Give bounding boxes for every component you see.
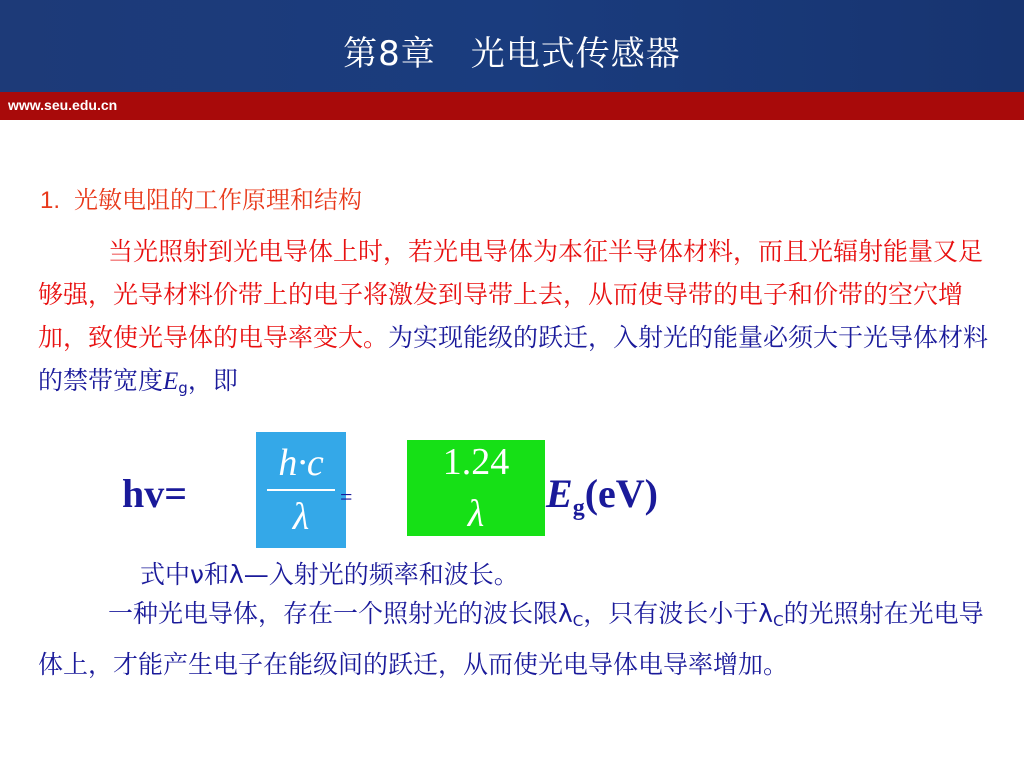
eg-subscript: g	[178, 379, 188, 397]
fraction-box-hc	[256, 432, 346, 548]
fraction-hc-denominator: λ	[292, 496, 310, 538]
section-number: 1.	[40, 187, 61, 214]
paragraph-1	[38, 230, 998, 410]
section-heading	[40, 180, 362, 215]
formula-left: hv=	[122, 471, 188, 516]
paragraph-2-text-2: ，只有波长小于λ	[583, 599, 774, 628]
formula-caption: 式中ν和λ—入射光的频率和波长。	[140, 560, 519, 589]
fraction-124-numerator: 1.24	[442, 441, 510, 483]
slide-title: 第8章 光电式传感器	[343, 34, 681, 74]
paragraph-1-red: 当光照射到光电导体上时，若光电导体为本征半导体材料，而且光辐射能量又足够强，光导材料价带上的电子将激发到导带上去，从而使导带的电子和价带的空穴增加，致使光导体的电导率变大。	[38, 237, 984, 352]
paragraph-1-ending: ，即	[187, 366, 238, 395]
section-title: 光敏电阻的工作原理和结构	[74, 186, 363, 214]
formula-equals: =	[340, 484, 353, 509]
lambda-c-subscript-1: C	[572, 612, 584, 630]
fraction-hc-numerator: h·c	[278, 442, 324, 484]
paragraph-2-text-1: 一种光电导体，存在一个照射光的波长限λ	[108, 599, 573, 628]
paragraph-2-text-3: 的光照射在光电导体上，才能产生电子在能级间的跃迁，从而使光电导体电导率增加。	[38, 599, 984, 679]
fraction-124-denominator: λ	[467, 493, 485, 535]
fraction-line	[267, 489, 335, 491]
lambda-c-subscript-2: C	[773, 612, 784, 630]
formula-right	[546, 470, 658, 522]
paragraph-2	[38, 592, 1008, 686]
formula-e: E	[546, 471, 573, 516]
eg-symbol: E	[163, 368, 179, 395]
url-bar	[0, 92, 1024, 120]
fraction-box-124	[407, 440, 545, 536]
paragraph-1-blue: 为实现能级的跃迁，入射光的能量必须大于光导体材料的禁带宽度	[38, 323, 989, 395]
formula-e-subscript: g	[572, 495, 585, 521]
site-url: www.seu.edu.cn	[8, 97, 118, 113]
formula-unit: (eV)	[584, 471, 658, 516]
title-bar	[0, 0, 1024, 92]
